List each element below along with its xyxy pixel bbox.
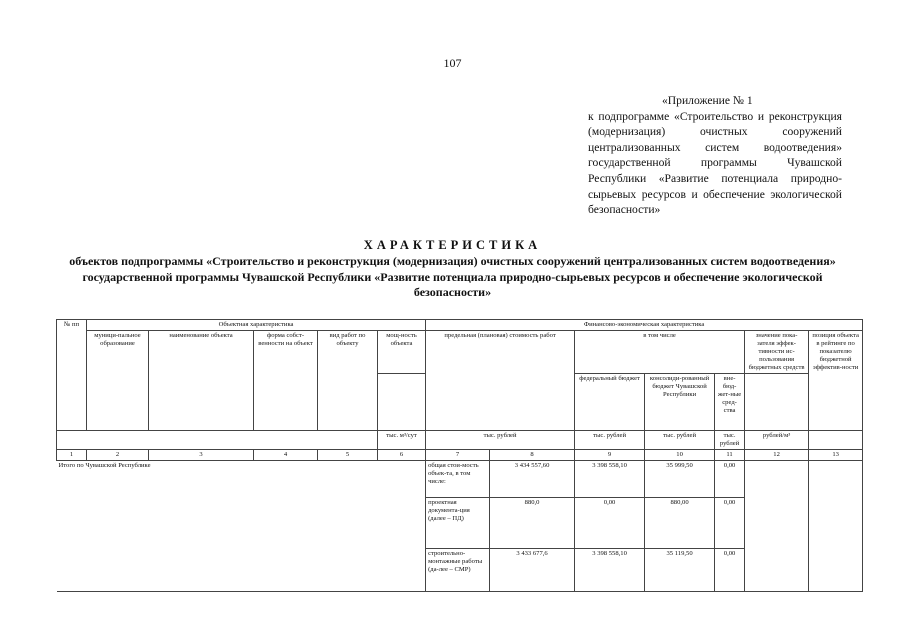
header-consolidated: консолиди-рованный бюджет Чувашской Республики bbox=[645, 374, 715, 431]
col-number: 4 bbox=[254, 450, 318, 461]
col-number: 9 bbox=[575, 450, 645, 461]
col-number: 13 bbox=[809, 450, 863, 461]
header-no: № пп bbox=[57, 320, 87, 431]
row-federal: 3 398 558,10 bbox=[575, 549, 645, 592]
rating-cell bbox=[809, 461, 863, 592]
unit-consolidated: тыс. рублей bbox=[645, 431, 715, 450]
appendix-note bbox=[588, 93, 842, 218]
row-cost: 3 434 557,60 bbox=[490, 461, 575, 498]
row-label: общая стои-мость объек-та, в том числе: bbox=[426, 461, 490, 498]
row-federal: 0,00 bbox=[575, 498, 645, 549]
unit-cost: тыс. рублей bbox=[426, 431, 575, 450]
spacer-efficiency bbox=[745, 374, 809, 431]
row-consolidated: 880,00 bbox=[645, 498, 715, 549]
col-number: 1 bbox=[57, 450, 87, 461]
row-consolidated: 35 119,50 bbox=[645, 549, 715, 592]
page-number: 107 bbox=[443, 56, 462, 70]
col-number: 6 bbox=[378, 450, 426, 461]
header-name: наименование объекта bbox=[149, 331, 254, 431]
unit-federal: тыс. рублей bbox=[575, 431, 645, 450]
header-row-2 bbox=[57, 331, 863, 374]
header-extrabudget: вне-бюд-жет-ные сред-ства bbox=[715, 374, 745, 431]
units-row bbox=[57, 431, 863, 450]
unit-extrabudget: тыс. рублей bbox=[715, 431, 745, 450]
row-consolidated: 35 999,50 bbox=[645, 461, 715, 498]
header-efficiency: значение пока-зателя эффек-тивности ис-пользования бюджетных средств bbox=[745, 331, 809, 374]
row-federal: 3 398 558,10 bbox=[575, 461, 645, 498]
row-label: строительно-монтажные работы (да-лее – СМР) bbox=[426, 549, 490, 592]
row-cost: 880,0 bbox=[490, 498, 575, 549]
total-label: Итого по Чувашской Республике bbox=[57, 461, 426, 592]
header-object: Объектная характеристика bbox=[87, 320, 426, 331]
header-worktype: вид работ по объекту bbox=[318, 331, 378, 431]
units-empty bbox=[57, 431, 378, 450]
row-extrabudget: 0,00 bbox=[715, 461, 745, 498]
appendix-body: к подпрограмме «Строительство и реконструкция (модернизация) очистных сооружений централизованных систем водоотведения» государственной программы Чувашской Республики «Развитие потенциала природно-сырьевых ресурсов и обеспечение экологической безопасности» bbox=[588, 109, 842, 217]
header-rating: позиция объекта в рейтинге по показателю бюджетной эффектив-ности bbox=[809, 331, 863, 431]
col-number: 3 bbox=[149, 450, 254, 461]
header-cost: предельная (плановая) стоимость работ bbox=[426, 331, 575, 431]
header-capacity: мощ-ность объекта bbox=[378, 331, 426, 374]
table-row bbox=[57, 461, 863, 498]
header-including: в том числе bbox=[575, 331, 745, 374]
col-number: 5 bbox=[318, 450, 378, 461]
header-row-1 bbox=[57, 320, 863, 331]
col-number: 8 bbox=[490, 450, 575, 461]
appendix-title: «Приложение № 1 bbox=[662, 94, 753, 107]
efficiency-cell bbox=[745, 461, 809, 592]
row-extrabudget: 0,00 bbox=[715, 549, 745, 592]
characteristics-table bbox=[56, 319, 863, 592]
column-numbers-row bbox=[57, 450, 863, 461]
col-number: 11 bbox=[715, 450, 745, 461]
header-federal: федеральный бюджет bbox=[575, 374, 645, 431]
col-number: 10 bbox=[645, 450, 715, 461]
header-ownership: форма собст-венности на объект bbox=[254, 331, 318, 431]
header-finance: Финансово-экономическая характеристика bbox=[426, 320, 863, 331]
unit-capacity: тыс. м³/сут bbox=[378, 431, 426, 450]
row-extrabudget: 0,00 bbox=[715, 498, 745, 549]
col-number: 2 bbox=[87, 450, 149, 461]
unit-efficiency: рублей/м³ bbox=[745, 431, 809, 450]
row-cost: 3 433 677,6 bbox=[490, 549, 575, 592]
col-number: 7 bbox=[426, 450, 490, 461]
unit-rating-empty bbox=[809, 431, 863, 450]
header-municipality: муници-пальное образование bbox=[87, 331, 149, 431]
document-heading: ХАРАКТЕРИСТИКА bbox=[363, 238, 542, 252]
document-subheading: объектов подпрограммы «Строительство и реконструкция (модернизация) очистных сооружений централизованных систем водоотведения» государственной программы Чувашской Республики «Развитие потенциала природно-сырьевых ресурсов и обеспечение экологической безопасности» bbox=[69, 254, 836, 299]
col-number: 12 bbox=[745, 450, 809, 461]
row-label: проектная документа-ция (далее – ПД) bbox=[426, 498, 490, 549]
spacer-capacity bbox=[378, 374, 426, 431]
